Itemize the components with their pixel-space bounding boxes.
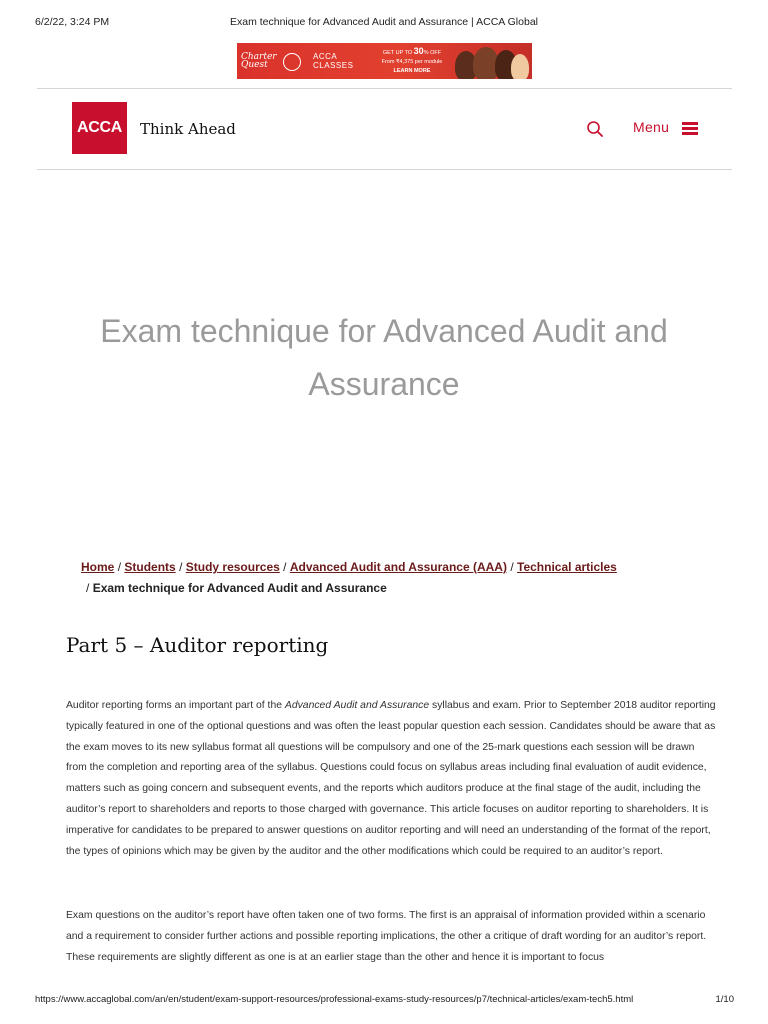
print-page-number: 1/10 xyxy=(715,994,734,1005)
para1-start: Auditor reporting forms an important part of the xyxy=(66,700,285,711)
ad-acca-line2: CLASSES xyxy=(313,61,354,70)
breadcrumb-separator: / xyxy=(117,560,122,574)
ad-banner[interactable] xyxy=(237,43,532,79)
ad-learn-more[interactable]: LEARN MORE xyxy=(393,68,431,74)
ad-acca-classes xyxy=(313,52,353,70)
tagline: Think Ahead xyxy=(140,120,236,138)
page-title: Exam technique for Advanced Audit and Assurance xyxy=(100,313,668,402)
print-document-title: Exam technique for Advanced Audit and Assurance | ACCA Global xyxy=(229,16,538,28)
print-url: https://www.accaglobal.com/an/en/student/exam-support-resources/professional-exams-study-resources/p7/technical-articles/exam-tech5.html xyxy=(35,994,634,1005)
article-paragraph-1 xyxy=(66,696,718,862)
print-header xyxy=(0,16,768,30)
ad-people-photo xyxy=(453,45,529,79)
header-bottom-rule xyxy=(37,169,732,170)
breadcrumb-students[interactable]: Students xyxy=(124,560,176,574)
para1-emphasis: Advanced Audit and Assurance xyxy=(284,700,430,711)
article-paragraph-2: Exam questions on the auditor’s report have often taken one of two forms. The first is an appraisal of information provided within a scenario and a requirement to consider further actions and possible reporting implications, the other a critique of draft wording for an auditor’s report. These requirements are slightly different as one is at an earlier stage than the other and hence it is important to focus xyxy=(66,910,707,963)
breadcrumb-home[interactable]: Home xyxy=(81,560,115,574)
ad-brand-logo xyxy=(241,53,277,69)
para1-rest: syllabus and exam. Prior to September 2018 auditor reporting typically featured in one of the optional questions and was often the least popular question each session. Candidates should be aware that as the exam moves to its new syllabus format all questions will be compulsory and one of the 25-mark questions each session will be drawn from the completion and reporting area of the syllabus. Questions could focus on syllabus areas including final evaluation of audit evidence, matters such as going concern and subsequent events, and the reports which auditors produce at the final stage of the audit, including the auditor’s report to shareholders and reports to those charged with governance. This article focuses on auditor reporting to shareholders. It is imperative for candidates to be prepared to answer questions on auditor reporting and will need an understanding of the format of the report, the types of opinions which may be given by the auditor and the other modifications which could be required to an auditor’s report. xyxy=(66,700,716,857)
header-top-rule xyxy=(37,88,732,89)
print-datetime: 6/2/22, 3:24 PM xyxy=(35,16,110,28)
breadcrumb-aaa[interactable]: Advanced Audit and Assurance (AAA) xyxy=(289,560,507,574)
ad-offer-price: From ₹4,375 per module xyxy=(381,59,443,65)
ad-badge-icon xyxy=(283,53,301,71)
menu-button-label[interactable]: Menu xyxy=(633,119,670,135)
breadcrumb-separator: / xyxy=(86,581,90,595)
hamburger-menu-icon[interactable] xyxy=(682,122,698,134)
breadcrumb-separator: / xyxy=(179,560,183,574)
breadcrumb-separator: / xyxy=(510,560,514,574)
breadcrumb-study-resources[interactable]: Study resources xyxy=(185,560,280,574)
section-heading: Part 5 – Auditor reporting xyxy=(66,633,329,657)
ad-brand-line2: Quest xyxy=(241,60,268,70)
ad-offer-percent: 30 xyxy=(413,46,424,56)
breadcrumb-separator: / xyxy=(283,560,287,574)
breadcrumb-technical-articles[interactable]: Technical articles xyxy=(517,560,617,574)
print-footer xyxy=(0,994,768,1008)
ad-offer xyxy=(377,47,447,76)
breadcrumb xyxy=(81,557,691,599)
search-icon[interactable] xyxy=(586,120,604,138)
ad-offer-prefix: GET UP TO xyxy=(382,50,414,56)
ad-offer-suffix: % OFF xyxy=(423,50,442,56)
ad-brand-line1: Charter xyxy=(241,52,277,62)
breadcrumb-current: Exam technique for Advanced Audit and Assurance xyxy=(92,581,387,595)
ad-acca-line1: ACCA xyxy=(313,52,338,61)
acca-logo[interactable]: ACCA xyxy=(72,102,127,154)
